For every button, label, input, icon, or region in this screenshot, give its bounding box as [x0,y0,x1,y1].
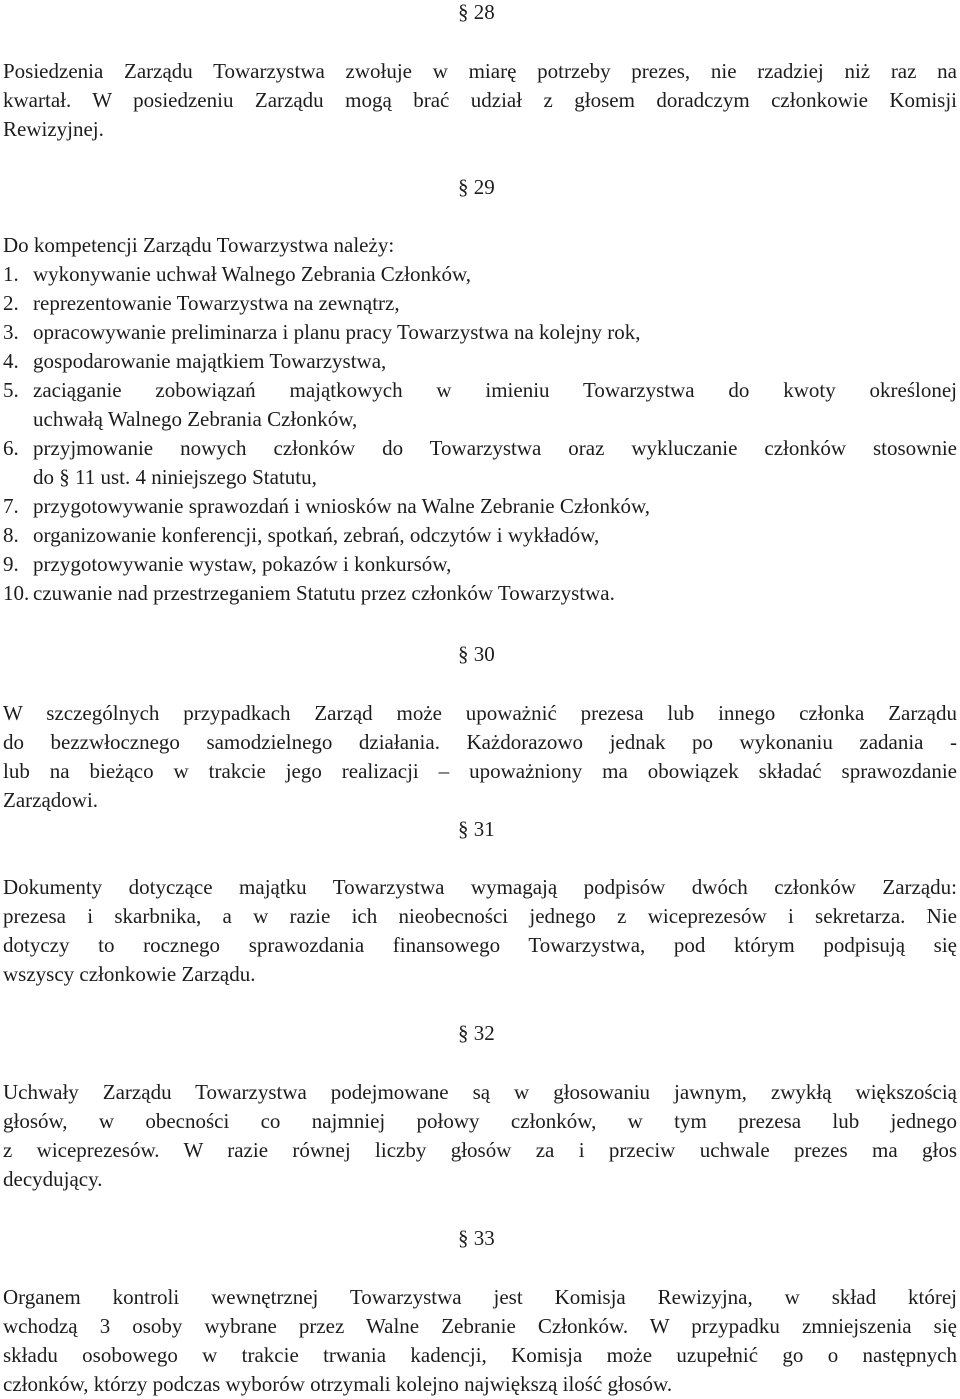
list-item-text: przygotowywanie sprawozdań i wniosków na Walne Zebranie Członków, [33,494,651,518]
list-item-number: 2. [3,291,19,315]
list-item-text: gospodarowanie majątkiem Towarzystwa, [33,349,387,373]
section-heading-29: § 29 [458,175,495,199]
list-item [3,376,957,405]
list-item [3,289,400,318]
section-heading-30: § 30 [458,642,495,666]
list-item-number: 4. [3,349,19,373]
list-item-continuation: uchwałą Walnego Zebrania Członków, [33,407,358,431]
paragraph-line: kwartał. W posiedzeniu Zarządu mogą brać udział z głosem doradczym członkowie Komisji [3,88,957,112]
list-item-number: 1. [3,262,19,286]
paragraph-line: z wiceprezesów. W razie równej liczby głosów za i przeciw uchwale prezes ma głos [3,1138,957,1162]
paragraph-line: decydujący. [3,1167,103,1191]
list-intro: Do kompetencji Zarządu Towarzystwa należy: [3,233,395,257]
list-item [3,318,641,347]
paragraph-line: do bezzwłocznego samodzielnego działania. Każdorazowo jednak po wykonaniu zadania - [3,730,957,754]
list-item-text: organizowanie konferencji, spotkań, zebrań, odczytów i wykładów, [33,523,600,547]
section-heading-31: § 31 [458,817,495,841]
paragraph-line: członków, którzy podczas wyborów otrzymali kolejno największą ilość głosów. [3,1372,673,1396]
list-item [3,521,599,550]
list-item-text: czuwanie nad przestrzeganiem Statutu przez członków Towarzystwa. [33,581,615,605]
list-item [3,347,386,376]
paragraph-line: prezesa i skarbnika, a w razie ich nieobecności jednego z wiceprezesów i sekretarza. Nie [3,904,957,928]
list-item-continuation: do § 11 ust. 4 niniejszego Statutu, [33,465,317,489]
list-item [3,579,615,608]
paragraph-line: składu osobowego w trakcie trwania kadencji, Komisja może uzupełnić go o następnych [3,1343,957,1367]
paragraph-line: Uchwały Zarządu Towarzystwa podejmowane są w głosowaniu jawnym, zwykłą większością [3,1080,957,1104]
section-heading-28: § 28 [458,0,495,24]
paragraph-line: wszyscy członkowie Zarządu. [3,962,256,986]
paragraph-line: wchodzą 3 osoby wybrane przez Walne Zebranie Członków. W przypadku zmniejszenia się [3,1314,957,1338]
paragraph-line: głosów, w obecności co najmniej połowy członków, w tym prezesa lub jednego [3,1109,957,1133]
list-item-text: reprezentowanie Towarzystwa na zewnątrz, [33,291,400,315]
paragraph-line: Dokumenty dotyczące majątku Towarzystwa wymagają podpisów dwóch członków Zarządu: [3,875,957,899]
list-item-number: 10. [3,581,30,605]
list-item-number: 3. [3,320,19,344]
list-item [3,260,471,289]
paragraph-line: W szczególnych przypadkach Zarząd może upoważnić prezesa lub innego członka Zarządu [3,701,957,725]
list-item-text: opracowywanie preliminarza i planu pracy Towarzystwa na kolejny rok, [33,320,641,344]
list-item-text: przyjmowanie nowych członków do Towarzystwa oraz wykluczanie członków stosownie [33,436,957,460]
list-item-number: 6. [3,436,19,460]
section-heading-33: § 33 [458,1226,495,1250]
paragraph-line: dotyczy to rocznego sprawozdania finansowego Towarzystwa, pod którym podpisują się [3,933,957,957]
list-item-text: zaciąganie zobowiązań majątkowych w imieniu Towarzystwa do kwoty określonej [33,378,957,402]
list-item-number: 9. [3,552,19,576]
section-heading-32: § 32 [458,1021,495,1045]
paragraph-line: Organem kontroli wewnętrznej Towarzystwa jest Komisja Rewizyjna, w skład której [3,1285,957,1309]
list-item-number: 7. [3,494,19,518]
list-item [3,492,650,521]
paragraph-line: Posiedzenia Zarządu Towarzystwa zwołuje w miarę potrzeby prezes, nie rzadziej niż raz na [3,59,957,83]
list-item-number: 5. [3,378,19,402]
list-item [3,434,957,463]
paragraph-line: Rewizyjnej. [3,117,104,141]
list-item [3,550,451,579]
list-item-text: wykonywanie uchwał Walnego Zebrania Członków, [33,262,472,286]
paragraph-line: Zarządowi. [3,788,99,812]
list-item-text: przygotowywanie wystaw, pokazów i konkursów, [33,552,452,576]
list-item-number: 8. [3,523,19,547]
paragraph-line: lub na bieżąco w trakcie jego realizacji – upoważniony ma obowiązek składać sprawozdanie [3,759,957,783]
